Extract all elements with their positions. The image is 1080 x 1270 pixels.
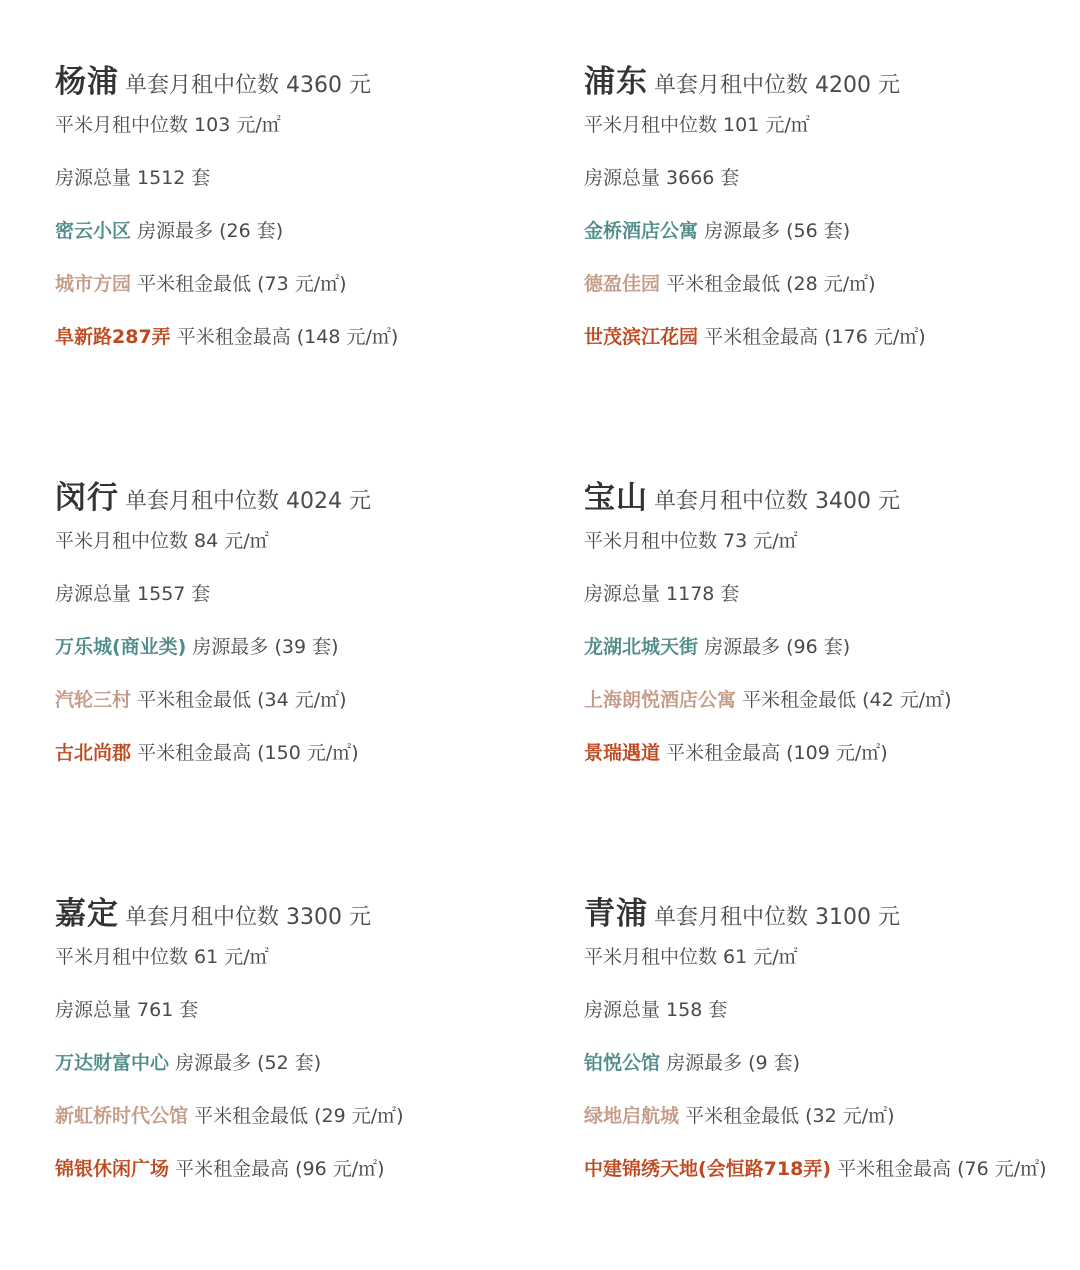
district-card-pudong [584, 60, 1054, 353]
listing-total: 房源总量 1557 套 [55, 583, 211, 605]
most-listings-name: 铂悦公馆 [584, 1052, 661, 1074]
lowest-rent-name: 上海朗悦酒店公寓 [584, 689, 737, 711]
median-monthly-rent: 单套月租中位数 4360 元 [125, 73, 371, 98]
card-header [55, 60, 525, 104]
district-card-qingpu [584, 892, 1054, 1185]
lowest-rent-text: 平米租金最低 (73 元/㎡) [137, 273, 347, 295]
median-sqm-rent: 平米月租中位数 84 元/㎡ [55, 530, 269, 552]
highest-rent-row [55, 1154, 525, 1185]
most-listings-text: 房源最多 (56 套) [704, 220, 851, 242]
median-monthly-rent: 单套月租中位数 4200 元 [654, 73, 900, 98]
lowest-rent-row [55, 269, 525, 300]
card-header [584, 892, 1054, 936]
lowest-rent-text: 平米租金最低 (32 元/㎡) [685, 1105, 895, 1127]
lowest-rent-name: 德盈佳园 [584, 273, 661, 295]
highest-rent-name: 中建锦绣天地(会恒路718弄) [584, 1158, 832, 1180]
lowest-rent-row [584, 1101, 1054, 1132]
lowest-rent-name: 城市方园 [55, 273, 132, 295]
highest-rent-name: 古北尚郡 [55, 742, 132, 764]
median-sqm-rent: 平米月租中位数 103 元/㎡ [55, 114, 281, 136]
district-name: 嘉定 [55, 896, 119, 932]
district-name: 闵行 [55, 480, 119, 516]
district-name: 浦东 [584, 64, 648, 100]
most-listings-text: 房源最多 (9 套) [666, 1052, 801, 1074]
most-listings-row [55, 216, 525, 247]
median-monthly-rent: 单套月租中位数 3300 元 [125, 905, 371, 930]
median-sqm-rent: 平米月租中位数 61 元/㎡ [584, 946, 798, 968]
lowest-rent-row [584, 685, 1054, 716]
median-monthly-rent: 单套月租中位数 3400 元 [654, 489, 900, 514]
lowest-rent-text: 平米租金最低 (34 元/㎡) [137, 689, 347, 711]
highest-rent-name: 景瑞遇道 [584, 742, 661, 764]
lowest-rent-name: 汽轮三村 [55, 689, 132, 711]
median-monthly-rent: 单套月租中位数 4024 元 [125, 489, 371, 514]
card-header [584, 476, 1054, 520]
district-name: 杨浦 [55, 64, 119, 100]
lowest-rent-row [584, 269, 1054, 300]
most-listings-text: 房源最多 (26 套) [137, 220, 284, 242]
most-listings-text: 房源最多 (39 套) [192, 636, 339, 658]
lowest-rent-name: 绿地启航城 [584, 1105, 680, 1127]
most-listings-row [55, 1048, 525, 1079]
card-header [55, 892, 525, 936]
highest-rent-text: 平米租金最高 (109 元/㎡) [666, 742, 888, 764]
most-listings-text: 房源最多 (52 套) [175, 1052, 322, 1074]
most-listings-name: 龙湖北城天街 [584, 636, 699, 658]
lowest-rent-text: 平米租金最低 (42 元/㎡) [742, 689, 952, 711]
lowest-rent-text: 平米租金最低 (29 元/㎡) [194, 1105, 404, 1127]
district-card-jiading [55, 892, 525, 1185]
highest-rent-text: 平米租金最高 (176 元/㎡) [704, 326, 926, 348]
district-card-baoshan [584, 476, 1054, 769]
highest-rent-row [55, 738, 525, 769]
most-listings-name: 金桥酒店公寓 [584, 220, 699, 242]
lowest-rent-name: 新虹桥时代公馆 [55, 1105, 189, 1127]
listing-total: 房源总量 158 套 [584, 999, 728, 1021]
median-sqm-rent: 平米月租中位数 61 元/㎡ [55, 946, 269, 968]
most-listings-row [584, 216, 1054, 247]
lowest-rent-text: 平米租金最低 (28 元/㎡) [666, 273, 876, 295]
highest-rent-text: 平米租金最高 (148 元/㎡) [176, 326, 399, 348]
highest-rent-name: 阜新路287弄 [55, 326, 171, 348]
most-listings-name: 万达财富中心 [55, 1052, 170, 1074]
most-listings-name: 万乐城(商业类) [55, 636, 187, 658]
district-card-minhang [55, 476, 525, 769]
median-sqm-rent: 平米月租中位数 73 元/㎡ [584, 530, 798, 552]
listing-total: 房源总量 1178 套 [584, 583, 740, 605]
highest-rent-row [584, 322, 1054, 353]
district-name: 青浦 [584, 896, 648, 932]
district-card-yangpu [55, 60, 525, 353]
most-listings-row [584, 1048, 1054, 1079]
highest-rent-text: 平米租金最高 (150 元/㎡) [137, 742, 359, 764]
highest-rent-row [584, 738, 1054, 769]
highest-rent-text: 平米租金最高 (76 元/㎡) [837, 1158, 1047, 1180]
median-sqm-rent: 平米月租中位数 101 元/㎡ [584, 114, 810, 136]
card-header [584, 60, 1054, 104]
card-header [55, 476, 525, 520]
lowest-rent-row [55, 685, 525, 716]
highest-rent-name: 世茂滨江花园 [584, 326, 699, 348]
most-listings-row [55, 632, 525, 663]
highest-rent-text: 平米租金最高 (96 元/㎡) [175, 1158, 385, 1180]
median-monthly-rent: 单套月租中位数 3100 元 [654, 905, 900, 930]
listing-total: 房源总量 1512 套 [55, 167, 211, 189]
most-listings-text: 房源最多 (96 套) [704, 636, 851, 658]
highest-rent-row [584, 1154, 1054, 1185]
most-listings-row [584, 632, 1054, 663]
highest-rent-row [55, 322, 525, 353]
most-listings-name: 密云小区 [55, 220, 132, 242]
lowest-rent-row [55, 1101, 525, 1132]
district-name: 宝山 [584, 480, 648, 516]
listing-total: 房源总量 761 套 [55, 999, 199, 1021]
highest-rent-name: 锦银休闲广场 [55, 1158, 170, 1180]
listing-total: 房源总量 3666 套 [584, 167, 740, 189]
